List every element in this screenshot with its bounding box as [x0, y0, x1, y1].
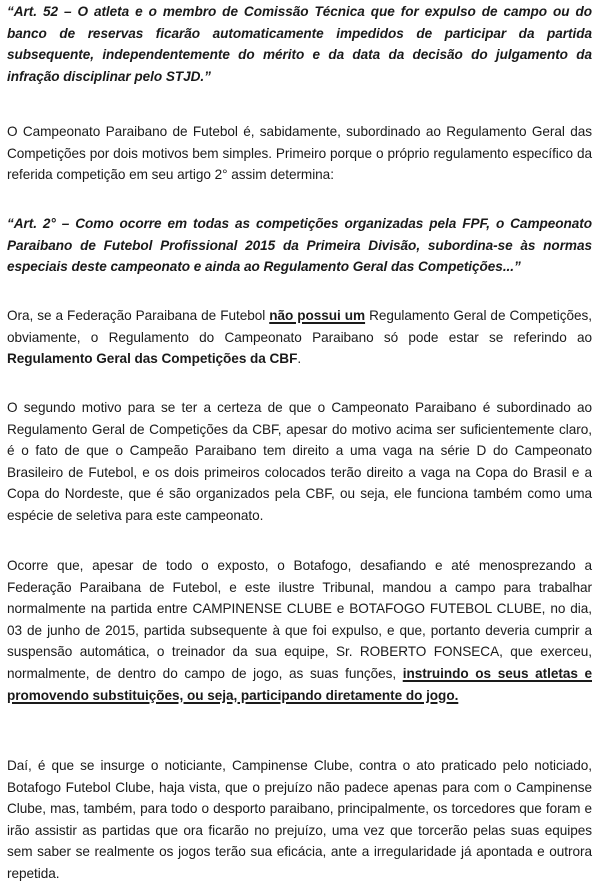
quote-art-2: “Art. 2° – Como ocorre em todas as competições organizadas pela FPF, o Campeonato Paraibano de Futebol Profissional 2015 da Primeira Divisão, subordina-se às normas especiais deste campeonato e ainda ao Regulamento Geral das Competições...” [7, 216, 592, 275]
emphasis-underlined: não possui um [269, 308, 366, 323]
paragraph-second-reason: O segundo motivo para se ter a certeza de que o Campeonato Paraibano é subordinado ao Regulamento Geral de Competições da CBF, apesar do motivo acima ser suficientemente claro, é o fato de que o Campeão Paraibano tem direito a uma vaga na série D do Campeonato Brasileiro de Futebol, e os dois primeiros colocados terão direito a vaga na Copa do Brasil e a Copa do Nordeste, que é são organizados pela CBF, ou seja, ele funciona também como uma espécie de seletiva para este campeonato. [7, 400, 592, 523]
paragraph-subordination: O Campeonato Paraibano de Futebol é, sabidamente, subordinado ao Regulamento Geral das Competições por dois motivos bem simples. Primeiro porque o próprio regulamento específico da referida competição em seu artigo 2° assim determina: [7, 124, 592, 183]
text-run: . [297, 351, 302, 367]
paragraph-complaint: Daí, é que se insurge o noticiante, Campinense Clube, contra o ato praticado pelo noticiado, Botafogo Futebol Clube, haja vista, que o prejuízo não padece apenas para com o Campinense Clube, mas, também, para todo o desporto paraibano, principalmente, os torcedores que foram e irão assistir as partidas que ora ficarão no prejuízo, uma vez que torcerão pelas suas equipes sem saber se realmente os jogos terão sua eficácia, ante a irregularidade já apontada e outrora repetida. [7, 758, 592, 881]
text-run: Ora, se a Federação Paraibana de Futebol [7, 308, 270, 323]
paragraph-federation [7, 305, 592, 370]
text-run: Regulamento Geral de Competições, obviamente, o Regulamento do Campeonato Paraibano só pode estar se referindo ao [7, 308, 592, 345]
emphasis-underlined: instruindo os seus atletas e promovendo substituições, ou seja, participando diretamente do jogo. [7, 665, 592, 703]
text-run: Ocorre que, apesar de todo o exposto, o Botafogo, desafiando e até menosprezando a Federação Paraibana de Futebol, e este ilustre Tribunal, mandou a campo para trabalhar normalmente na partida entre CAMPINENSE CLUBE e BOTAFOGO FUTEBOL CLUBE, no dia, 03 de junho de 2015, partida subsequente à que foi expulso, e que, portanto deveria cumprir a suspensão automática, o treinador da sua equipe, Sr. ROBERTO FONSECA, que exerceu, normalmente, de dentro do campo de jogo, as suas funções, [7, 558, 592, 681]
emphasis-bold: Regulamento Geral das Competições da CBF [7, 351, 298, 367]
quote-art-52: “Art. 52 – O atleta e o membro de Comissão Técnica que for expulso de campo ou do banco de reservas ficarão automaticamente impedidos de participar da partida subsequente, independentemente do mérito e da data da decisão do julgamento da infração disciplinar pelo STJD.” [7, 4, 592, 84]
paragraph-botafogo [7, 555, 592, 706]
